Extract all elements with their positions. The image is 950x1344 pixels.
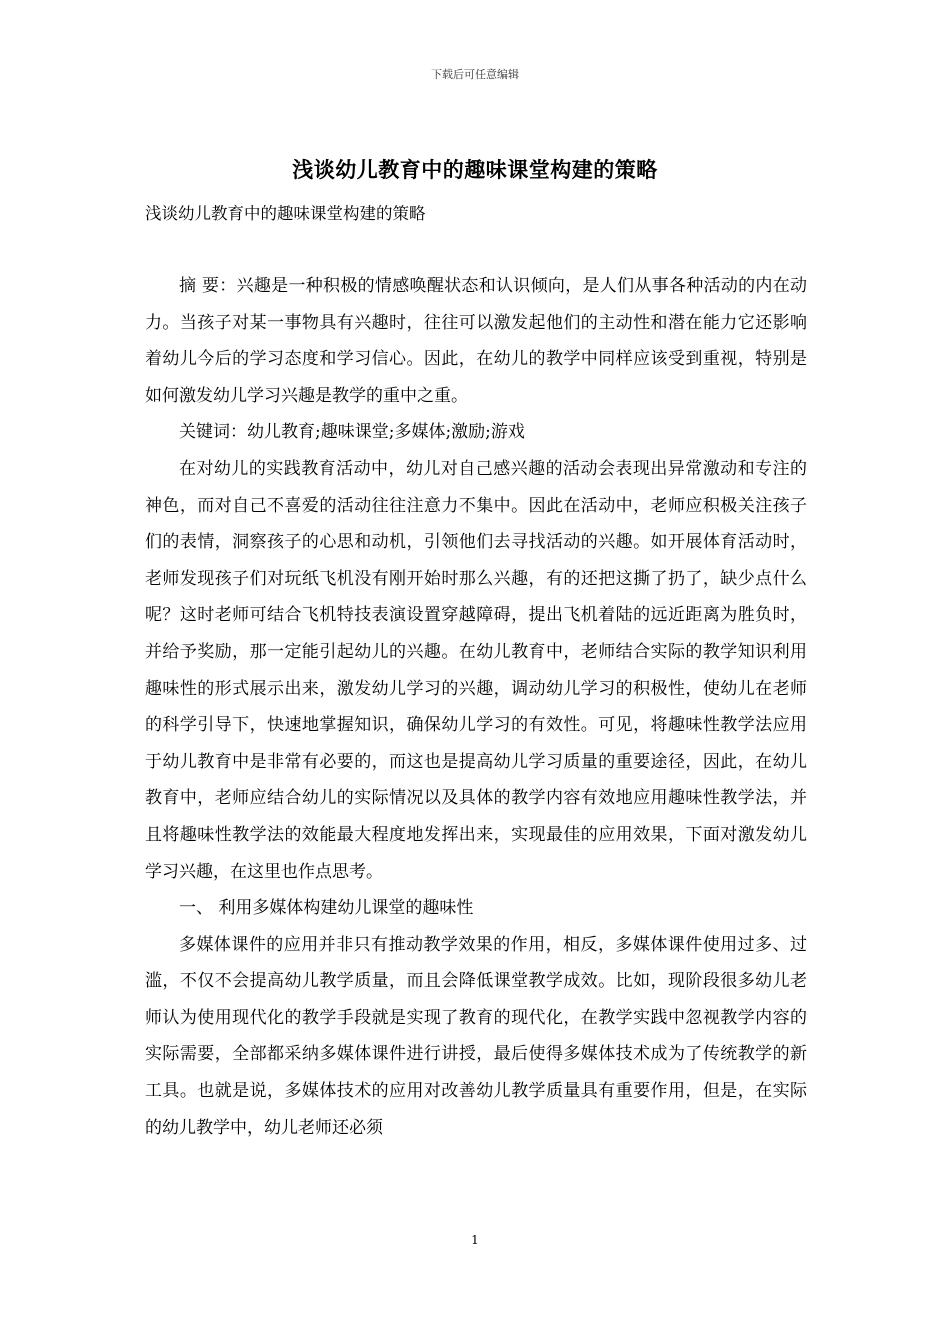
- document-body: [145, 268, 807, 1146]
- header-note: 下载后可任意编辑: [431, 68, 519, 81]
- abstract-paragraph: 摘 要：兴趣是一种积极的情感唤醒状态和认识倾向，是人们从事各种活动的内在动力。当孩子对某一事物具有兴趣时，往往可以激发起他们的主动性和潜在能力它还影响着幼儿今后的学习态度和学习信心。因此，在幼儿的教学中同样应该受到重视，特别是如何激发幼儿学习兴趣是教学的重中之重。: [145, 276, 807, 406]
- page-number: 1: [471, 1233, 479, 1247]
- document-title: 浅谈幼儿教育中的趣味课堂构建的策略: [292, 157, 658, 182]
- body-paragraph-1: 在对幼儿的实践教育活动中，幼儿对自己感兴趣的活动会表现出异常激动和专注的神色，而对自己不喜爱的活动往往注意力不集中。因此在活动中，老师应积极关注孩子们的表情，洞察孩子的心思和动机，引领他们去寻找活动的兴趣。如开展体育活动时，老师发现孩子们对玩纸飞机没有刚开始时那么兴趣，有的还把这撕了扔了，缺少点什么呢？这时老师可结合飞机特技表演设置穿越障碍，提出飞机着陆的远近距离为胜负时，并给予奖励，那一定能引起幼儿的兴趣。在幼儿教育中，老师结合实际的教学知识利用趣味性的形式展示出来，激发幼儿学习的兴趣，调动幼儿学习的积极性，使幼儿在老师的科学引导下，快速地掌握知识，确保幼儿学习的有效性。可见，将趣味性教学法应用于幼儿教育中是非常有必要的，而这也是提高幼儿学习质量的重要途径，因此，在幼儿教育中，老师应结合幼儿的实际情况以及具体的教学内容有效地应用趣味性教学法，并且将趣味性教学法的效能最大程度地发挥出来，实现最佳的应用效果，下面对激发幼儿学习兴趣，在这里也作点思考。: [145, 458, 807, 882]
- section-heading-1: 一、 利用多媒体构建幼儿课堂的趣味性: [179, 898, 474, 919]
- body-paragraph-2: 多媒体课件的应用并非只有推动教学效果的作用，相反，多媒体课件使用过多、过滥，不仅不会提高幼儿教学质量，而且会降低课堂教学成效。比如，现阶段很多幼儿老师认为使用现代化的教学手段就是实现了教育的现代化，在教学实践中忽视教学内容的实际需要，全部都采纳多媒体课件进行讲授，最后使得多媒体技术成为了传统教学的新工具。也就是说，多媒体技术的应用对改善幼儿教学质量具有重要作用，但是，在实际的幼儿教学中，幼儿老师还必须: [145, 934, 807, 1138]
- keywords-line: 关键词：幼儿教育;趣味课堂;多媒体;激励;游戏: [179, 422, 525, 443]
- document-subtitle: 浅谈幼儿教育中的趣味课堂构建的策略: [145, 204, 426, 223]
